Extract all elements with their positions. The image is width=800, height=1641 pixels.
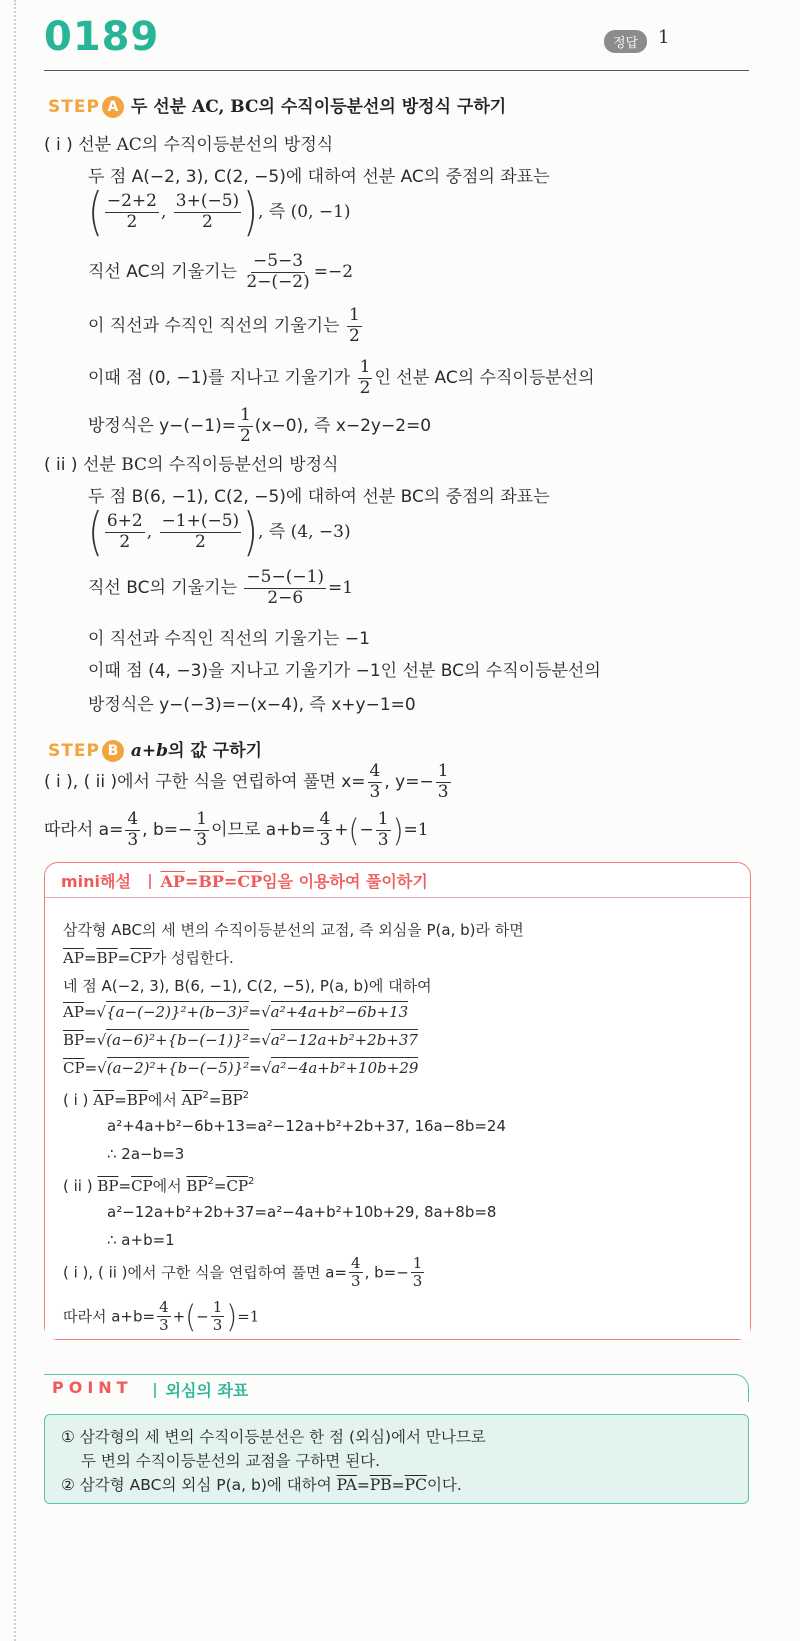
mini-solve: ( i ), ( ii )에서 구한 식을 연립하여 풀면 a= $\frac{4}{3}$ , b=− $\frac{1}{3}$ [63,1254,423,1291]
part-ii-pass: 이때 점 (4, −3)을 지나고 기울기가 −1인 선분 BC의 수직이등분선의 [88,661,601,681]
part-i-perpendicular: 이 직선과 수직인 직선의 기울기는 $\frac{1}{2}$ [88,305,360,346]
part-ii-equation: 방정식은 y−(−3)=−(x−4), 즉 x+y−1=0 [88,695,416,715]
mini-explanation-box [44,862,751,1340]
point-box [44,1374,749,1506]
mini-case-i-eq: a²+4a+b²−6b+13=a²−12a+b²+2b+37, 16a−8b=24 [107,1117,507,1135]
mini-title: $\overline{AP}=\overline{BP}=\overline{CP}$임을 이용하여 풀이하기 [149,869,428,892]
step-a-heading: STEP A 두 선분 AC, BC의 수직이등분선의 방정식 구하기 [48,97,507,117]
problem-header [44,12,749,71]
mini-case-ii-eq: a²−12a+b²+2b+37=a²−4a+b²+10b+29, 8a+8b=8 [107,1203,497,1221]
part-ii-perpendicular: 이 직선과 수직인 직선의 기울기는 −1 [88,629,370,649]
part-i-midpoint: ( $\frac{-2+2}{2}$ , $\frac{3+(-5)}{2}$ ), 즉 (0, −1) [88,182,351,242]
point-title: 외심의 좌표 [154,1378,248,1401]
mini-case-ii: ( ii ) $\overline{BP}=\overline{CP}$에서 $\overline{BP}^2=\overline{CP}^2$ [63,1176,255,1195]
step-a-badge: A [102,96,124,118]
answer-value: 1 [658,27,670,48]
step-b-badge: B [102,740,124,762]
mini-cp-distance: $\overline{CP}=√(a-2)^2+\{b-(-5)\}^2=√a^2-4a+b^2+10b+29$ [63,1059,419,1077]
mini-case-ii-result: ∴ a+b=1 [107,1231,175,1249]
mini-case-i-result: ∴ 2a−b=3 [107,1145,185,1163]
part-i-slope: 직선 AC의 기울기는 $\frac{-5-3}{2-(-2)}$ =−2 [88,251,354,292]
point-line-3: ② 삼각형 ABC의 외심 P(a, b)에 대하여 $\overline{PA}=\overline{PB}=\overline{PC}$이다. [61,1476,462,1494]
mini-bp-distance: $\overline{BP}=√(a-6)^2+\{b-(-1)\}^2=√a^2-12a+b^2+2b+37$ [63,1031,418,1049]
point-tag: POINT [52,1378,133,1397]
part-ii-slope: 직선 BC의 기울기는 $\frac{-5-(-1)}{2-6}$ =1 [88,567,354,608]
step-b-heading: STEP B a+b의 값 구하기 [48,741,263,761]
mini-final: 따라서 a+b= $\frac{4}{3}$ +(− $\frac{1}{3}$ )=1 [63,1298,260,1335]
part-ii-line-1: 두 점 B(6, −1), C(2, −5)에 대하여 선분 BC의 중점의 좌표는 [88,487,550,507]
part-ii-heading: ( ii ) 선분 BC의 수직이등분선의 방정식 [44,455,339,475]
part-i-line-1: 두 점 A(−2, 3), C(2, −5)에 대하여 선분 AC의 중점의 좌표는 [88,167,550,187]
binding-margin [14,0,16,1641]
conclusion-line: 따라서 a= $\frac{4}{3}$ , b=− $\frac{1}{3}$ 이므로 a+b= $\frac{4}{3}$ +(− $\frac{1}{3}$ )=1 [44,809,429,850]
mini-line-1: 삼각형 ABC의 세 변의 수직이등분선의 교점, 즉 외심을 P(a, b)라 하면 [63,921,524,939]
mini-tag: mini해설 [61,872,131,891]
point-line-2: 두 변의 수직이등분선의 교점을 구하면 된다. [81,1452,381,1470]
point-line-1: ① 삼각형의 세 변의 수직이등분선은 한 점 (외심)에서 만나므로 [61,1428,486,1446]
mini-body [45,899,750,1339]
mini-header [45,863,750,898]
mini-line-2: $\overline{AP}=\overline{BP}=\overline{CP}$가 성립한다. [63,949,234,967]
answer-badge: 정답 [604,30,647,53]
part-i-pass: 이때 점 (0, −1)를 지나고 기울기가 $\frac{1}{2}$ 인 선분 AC의 수직이등분선의 [88,357,595,398]
mini-case-i: ( i ) $\overline{AP}=\overline{BP}$에서 $\overline{AP}^2=\overline{BP}^2$ [63,1090,249,1109]
point-content [44,1414,749,1504]
mini-line-3: 네 점 A(−2, 3), B(6, −1), C(2, −5), P(a, b)에 대하여 [63,977,432,995]
problem-number: 0189 [44,14,160,60]
mini-ap-distance: $\overline{AP}=√\{a-(-2)\}^2+(b-3)^2=√a^2+4a+b^2-6b+13$ [63,1003,409,1021]
part-i-equation: 방정식은 y−(−1)= $\frac{1}{2}$ (x−0), 즉 x−2y−2=0 [88,405,432,446]
solve-line: ( i ), ( ii )에서 구한 식을 연립하여 풀면 x= $\frac{4}{3}$ , y=− $\frac{1}{3}$ [44,761,449,802]
part-i-heading: ( i ) 선분 AC의 수직이등분선의 방정식 [44,135,334,155]
part-ii-midpoint: ( $\frac{6+2}{2}$ , $\frac{-1+(-5)}{2}$ ), 즉 (4, −3) [88,502,351,562]
